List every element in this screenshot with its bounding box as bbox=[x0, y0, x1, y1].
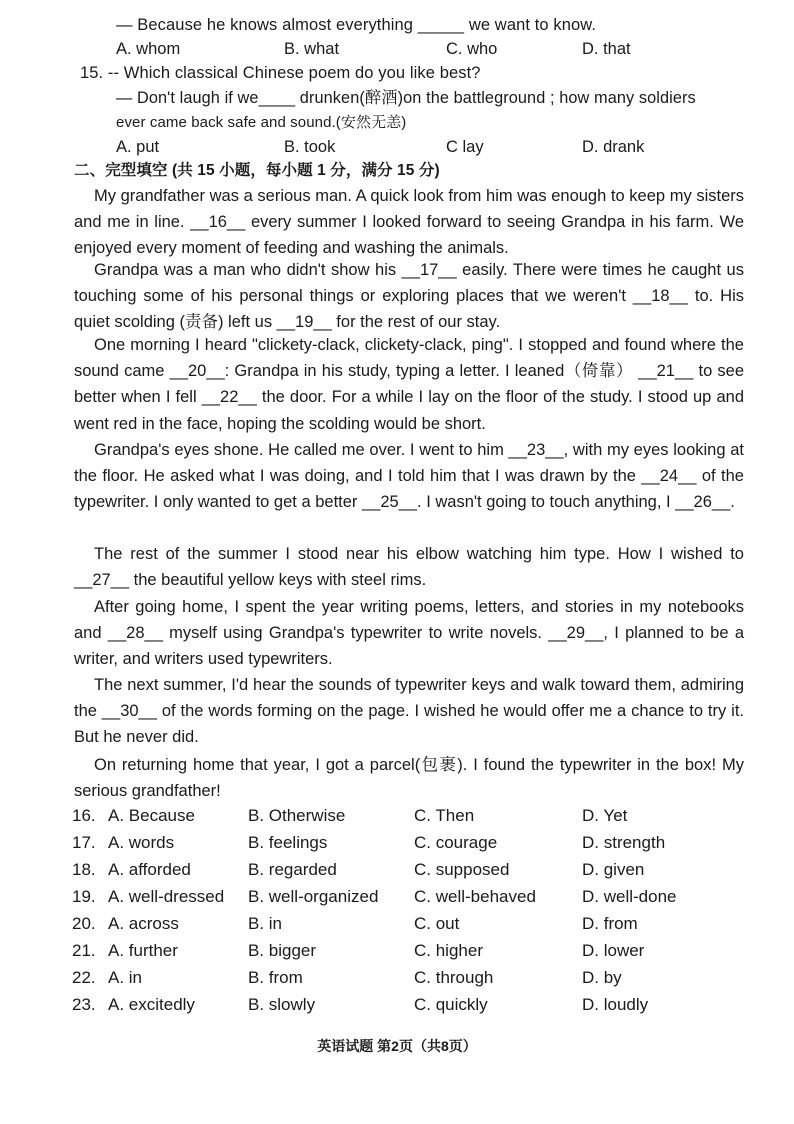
answer-option-b: B. regarded bbox=[248, 860, 337, 879]
answer-number: 23. bbox=[72, 995, 96, 1014]
answer-option-b: B. Otherwise bbox=[248, 806, 346, 825]
q14-option-c: C. who bbox=[446, 40, 498, 58]
section-title: 二、完型填空 (共 15 小题，每小题 1 分，满分 15 分) bbox=[74, 162, 440, 179]
answer-option-a: A. Because bbox=[108, 806, 195, 825]
q15-line2: — Don't laugh if we____ drunken(醉酒)on the battleground ; how many soldiers bbox=[116, 89, 696, 107]
answer-option-c: C. higher bbox=[414, 941, 483, 960]
answer-option-c: C. quickly bbox=[414, 995, 488, 1014]
answer-option-d: D. lower bbox=[582, 941, 645, 960]
q14-stem: — Because he knows almost everything _____ we want to know. bbox=[116, 16, 597, 34]
answer-option-b: B. bigger bbox=[248, 941, 317, 960]
answer-option-a: A. in bbox=[108, 968, 143, 987]
answer-option-c: C. well-behaved bbox=[414, 887, 536, 906]
answer-option-d: D. well-done bbox=[582, 887, 677, 906]
q15-option-a: A. put bbox=[116, 138, 160, 156]
answer-option-a: A. across bbox=[108, 914, 179, 933]
q14-option-d: D. that bbox=[582, 40, 631, 58]
passage-paragraph-5: The rest of the summer I stood near his elbow watching him type. How I wished to __27__ the beautiful yellow keys with steel rims. bbox=[74, 545, 744, 590]
answer-number: 17. bbox=[72, 833, 96, 852]
answer-option-a: A. afforded bbox=[108, 860, 191, 879]
passage-paragraph-4: Grandpa's eyes shone. He called me over. I went to him __23__, with my eyes looking at the floor. He asked what I was doing, and I told him that I was drawn by the __24__ of the typewriter. I only wanted to get a better __25__. I wasn't going to touch anything, I __26__. bbox=[74, 441, 744, 512]
answer-option-a: A. further bbox=[108, 941, 178, 960]
q15-option-c: C lay bbox=[446, 138, 484, 156]
answer-option-c: C. supposed bbox=[414, 860, 510, 879]
answer-option-c: C. through bbox=[414, 968, 494, 987]
q15-stem: 15. -- Which classical Chinese poem do you like best? bbox=[80, 64, 481, 82]
passage-paragraph-6: After going home, I spent the year writing poems, letters, and stories in my notebooks and __28__ myself using Grandpa's typewriter to write novels. __29__, I planned to be a writer, and writers used typewriters. bbox=[74, 598, 744, 669]
answer-number: 16. bbox=[72, 806, 96, 825]
answer-number: 18. bbox=[72, 860, 96, 879]
answer-option-b: B. from bbox=[248, 968, 303, 987]
answer-option-d: D. given bbox=[582, 860, 645, 879]
answer-number: 20. bbox=[72, 914, 96, 933]
answer-option-d: D. by bbox=[582, 968, 622, 987]
answer-number: 19. bbox=[72, 887, 96, 906]
q14-option-a: A. whom bbox=[116, 40, 181, 58]
answer-option-a: A. excitedly bbox=[108, 995, 195, 1014]
answer-option-c: C. Then bbox=[414, 806, 475, 825]
q15-option-d: D. drank bbox=[582, 138, 645, 156]
answer-number: 22. bbox=[72, 968, 96, 987]
answer-option-c: C. courage bbox=[414, 833, 498, 852]
answer-option-d: D. Yet bbox=[582, 806, 628, 825]
q14-option-b: B. what bbox=[284, 40, 340, 58]
q15-option-b: B. took bbox=[284, 138, 336, 156]
answer-option-a: A. well-dressed bbox=[108, 887, 225, 906]
answer-number: 21. bbox=[72, 941, 96, 960]
answer-option-b: B. well-organized bbox=[248, 887, 379, 906]
passage-paragraph-1: My grandfather was a serious man. A quick look from him was enough to keep my sisters and me in line. __16__ every summer I looked forward to seeing Grandpa in his farm. We enjoyed every moment of feeding and washing the animals. bbox=[74, 187, 744, 258]
q15-line3: ever came back safe and sound.(安然无恙) bbox=[116, 114, 407, 131]
answer-option-b: B. in bbox=[248, 914, 283, 933]
answer-option-b: B. feelings bbox=[248, 833, 328, 852]
passage-paragraph-2: Grandpa was a man who didn't show his __17__ easily. There were times he caught us touching some of his personal things or exploring places that we weren't __18__ to. His quiet scolding (责备) left us __19__ for the rest of our stay. bbox=[74, 261, 744, 332]
passage-paragraph-7: The next summer, I'd hear the sounds of typewriter keys and walk toward them, admiring the __30__ of the words forming on the page. I wished he would offer me a chance to try it. But he never did. bbox=[74, 676, 744, 747]
passage-paragraph-8: On returning home that year, I got a parcel(包裹). I found the typewriter in the box! My serious grandfather! bbox=[74, 756, 744, 801]
passage-paragraph-3: One morning I heard "clickety-clack, clickety-clack, ping". I stopped and found where the sound came __20__: Grandpa in his study, typing a letter. I leaned（倚靠） __21__ to see better when I fell __22__ the door. For a while I lay on the floor of the study. I stood up and went red in the face, hoping the scolding would be short. bbox=[74, 336, 744, 433]
answer-option-d: D. loudly bbox=[582, 995, 649, 1014]
answer-option-d: D. strength bbox=[582, 833, 666, 852]
answer-option-d: D. from bbox=[582, 914, 638, 933]
answer-option-b: B. slowly bbox=[248, 995, 316, 1014]
page-footer: 英语试题 第2页（共8页） bbox=[317, 1038, 477, 1054]
answer-option-a: A. words bbox=[108, 833, 175, 852]
answer-option-c: C. out bbox=[414, 914, 460, 933]
